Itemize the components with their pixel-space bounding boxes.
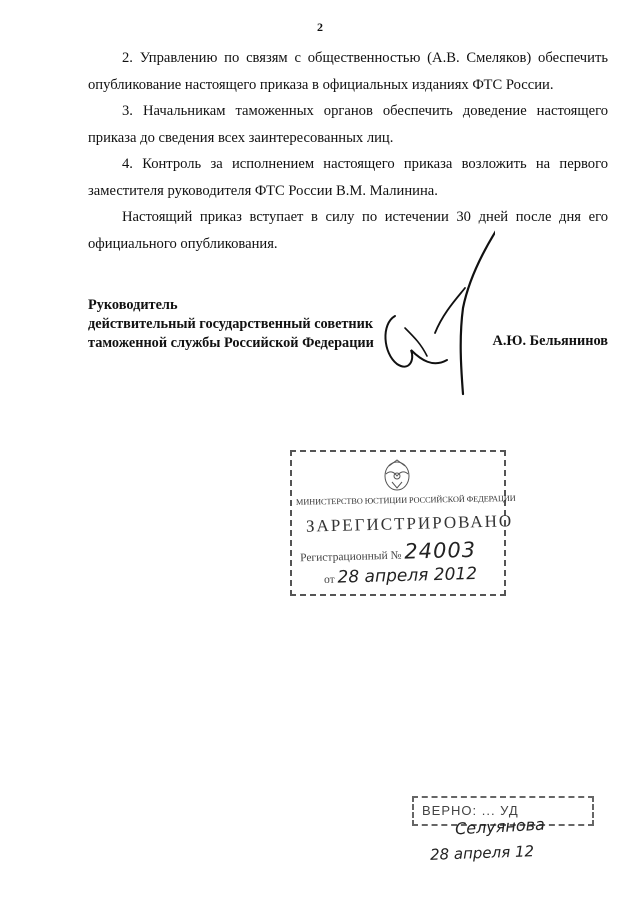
stamp-date-row bbox=[324, 564, 478, 588]
handwritten-signature bbox=[375, 218, 495, 398]
page-number: 2 bbox=[317, 20, 323, 34]
stamp-date-label: от bbox=[323, 573, 335, 587]
paragraph-item-2: 2. Управлению по связям с общественностью (А.В. Смеляков) обеспечить опубликование настоящего приказа в официальных изданиях ФТС России. bbox=[88, 50, 608, 93]
signatory-title bbox=[88, 296, 374, 353]
stamp-registration-number-row bbox=[300, 538, 477, 567]
eagle-emblem-icon bbox=[380, 456, 414, 494]
stamp-reg-number: 24003 bbox=[404, 537, 477, 564]
handwritten-verification-date: 28 апреля 12 bbox=[429, 842, 535, 864]
paragraph-item-3: 3. Начальникам таможенных органов обеспечить доведение настоящего приказа до сведения всех заинтересованных лиц. bbox=[88, 103, 608, 146]
stamp-ministry-name: МИНИСТЕРСТВО ЮСТИЦИИ РОССИЙСКОЙ ФЕДЕРАЦИИ bbox=[295, 493, 516, 507]
verification-stamp-text: ВЕРНО: ... УД bbox=[422, 803, 519, 818]
paragraph-effective-date: Настоящий приказ вступает в силу по истечении 30 дней после дня его официального опубликования. bbox=[88, 209, 608, 252]
paragraph-item-4: 4. Контроль за исполнением настоящего приказа возложить на первого заместителя руководителя ФТС России В.М. Малинина. bbox=[88, 156, 608, 199]
stamp-registered-label: ЗАРЕГИСТРИРОВАНО bbox=[305, 511, 514, 536]
signatory-title-line3: таможенной службы Российской Федерации bbox=[88, 335, 374, 351]
registration-stamp bbox=[290, 450, 516, 596]
signatory-name: А.Ю. Бельянинов bbox=[492, 333, 608, 349]
signatory-title-line2: действительный государственный советник bbox=[88, 316, 374, 332]
stamp-reg-number-label: Регистрационный № bbox=[299, 549, 402, 565]
stamp-date-value: 28 апреля 2012 bbox=[337, 563, 478, 588]
handwritten-verifier-name: Селуянова bbox=[454, 814, 546, 839]
signatory-title-line1: Руководитель bbox=[88, 297, 178, 313]
